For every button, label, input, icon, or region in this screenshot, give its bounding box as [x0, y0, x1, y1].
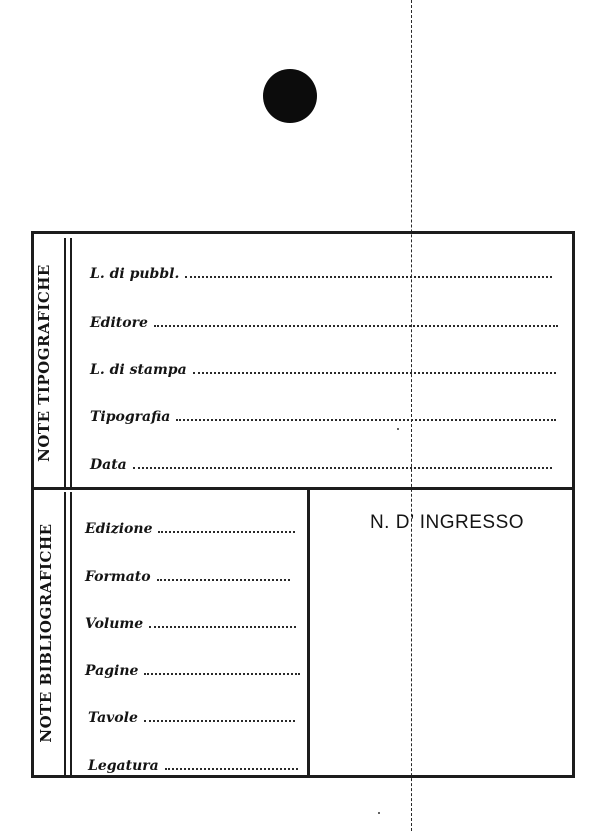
- dotted-leader: [144, 673, 300, 675]
- field-label: Formato: [85, 569, 151, 585]
- field-label: Tipografia: [90, 409, 171, 425]
- bottom-section-side-rule: [70, 492, 72, 775]
- print-speck: [397, 428, 399, 430]
- field-label: L. di pubbl.: [90, 266, 180, 282]
- dotted-leader: [133, 467, 552, 469]
- field-label: Edizione: [85, 521, 153, 537]
- field-editore[interactable]: [90, 309, 558, 331]
- field-pagine[interactable]: [85, 657, 300, 679]
- field-volume[interactable]: [85, 610, 296, 632]
- field-label: Volume: [85, 616, 144, 632]
- top-section-inner-rule: [64, 238, 66, 487]
- bottom-section-inner-rule: [64, 492, 66, 775]
- top-section-side-rule: [70, 238, 72, 487]
- field-legatura[interactable]: [88, 752, 298, 774]
- dotted-leader: [149, 626, 296, 628]
- section-title-bibliografiche: NOTE BIBLIOGRAFICHE: [37, 523, 55, 743]
- field-label: Tavole: [88, 710, 138, 726]
- field-tipografia[interactable]: [90, 403, 556, 425]
- field-luogo-pubblicazione[interactable]: [90, 260, 552, 282]
- field-label: Legatura: [88, 758, 159, 774]
- section-title-tipografiche: NOTE TIPOGRAFICHE: [35, 264, 53, 462]
- field-edizione[interactable]: [85, 515, 295, 537]
- field-label: L. di stampa: [90, 362, 187, 378]
- field-label: Data: [90, 457, 127, 473]
- dotted-leader: [157, 579, 290, 581]
- dotted-leader: [193, 372, 556, 374]
- print-speck: [378, 812, 380, 814]
- field-luogo-stampa[interactable]: [90, 356, 556, 378]
- field-label: Pagine: [85, 663, 139, 679]
- dotted-leader: [176, 419, 556, 421]
- ingresso-divider: [307, 490, 310, 775]
- dotted-leader: [144, 720, 295, 722]
- field-formato[interactable]: [85, 563, 290, 585]
- section-divider: [34, 487, 572, 490]
- dotted-leader: [158, 531, 295, 533]
- field-label: Editore: [90, 315, 148, 331]
- dotted-leader: [154, 325, 558, 327]
- dotted-leader: [165, 768, 298, 770]
- field-data[interactable]: [90, 451, 552, 473]
- field-tavole[interactable]: [88, 704, 295, 726]
- punch-hole: [263, 69, 317, 123]
- ingresso-label: N. D’ INGRESSO: [369, 512, 525, 533]
- dotted-leader: [185, 276, 552, 278]
